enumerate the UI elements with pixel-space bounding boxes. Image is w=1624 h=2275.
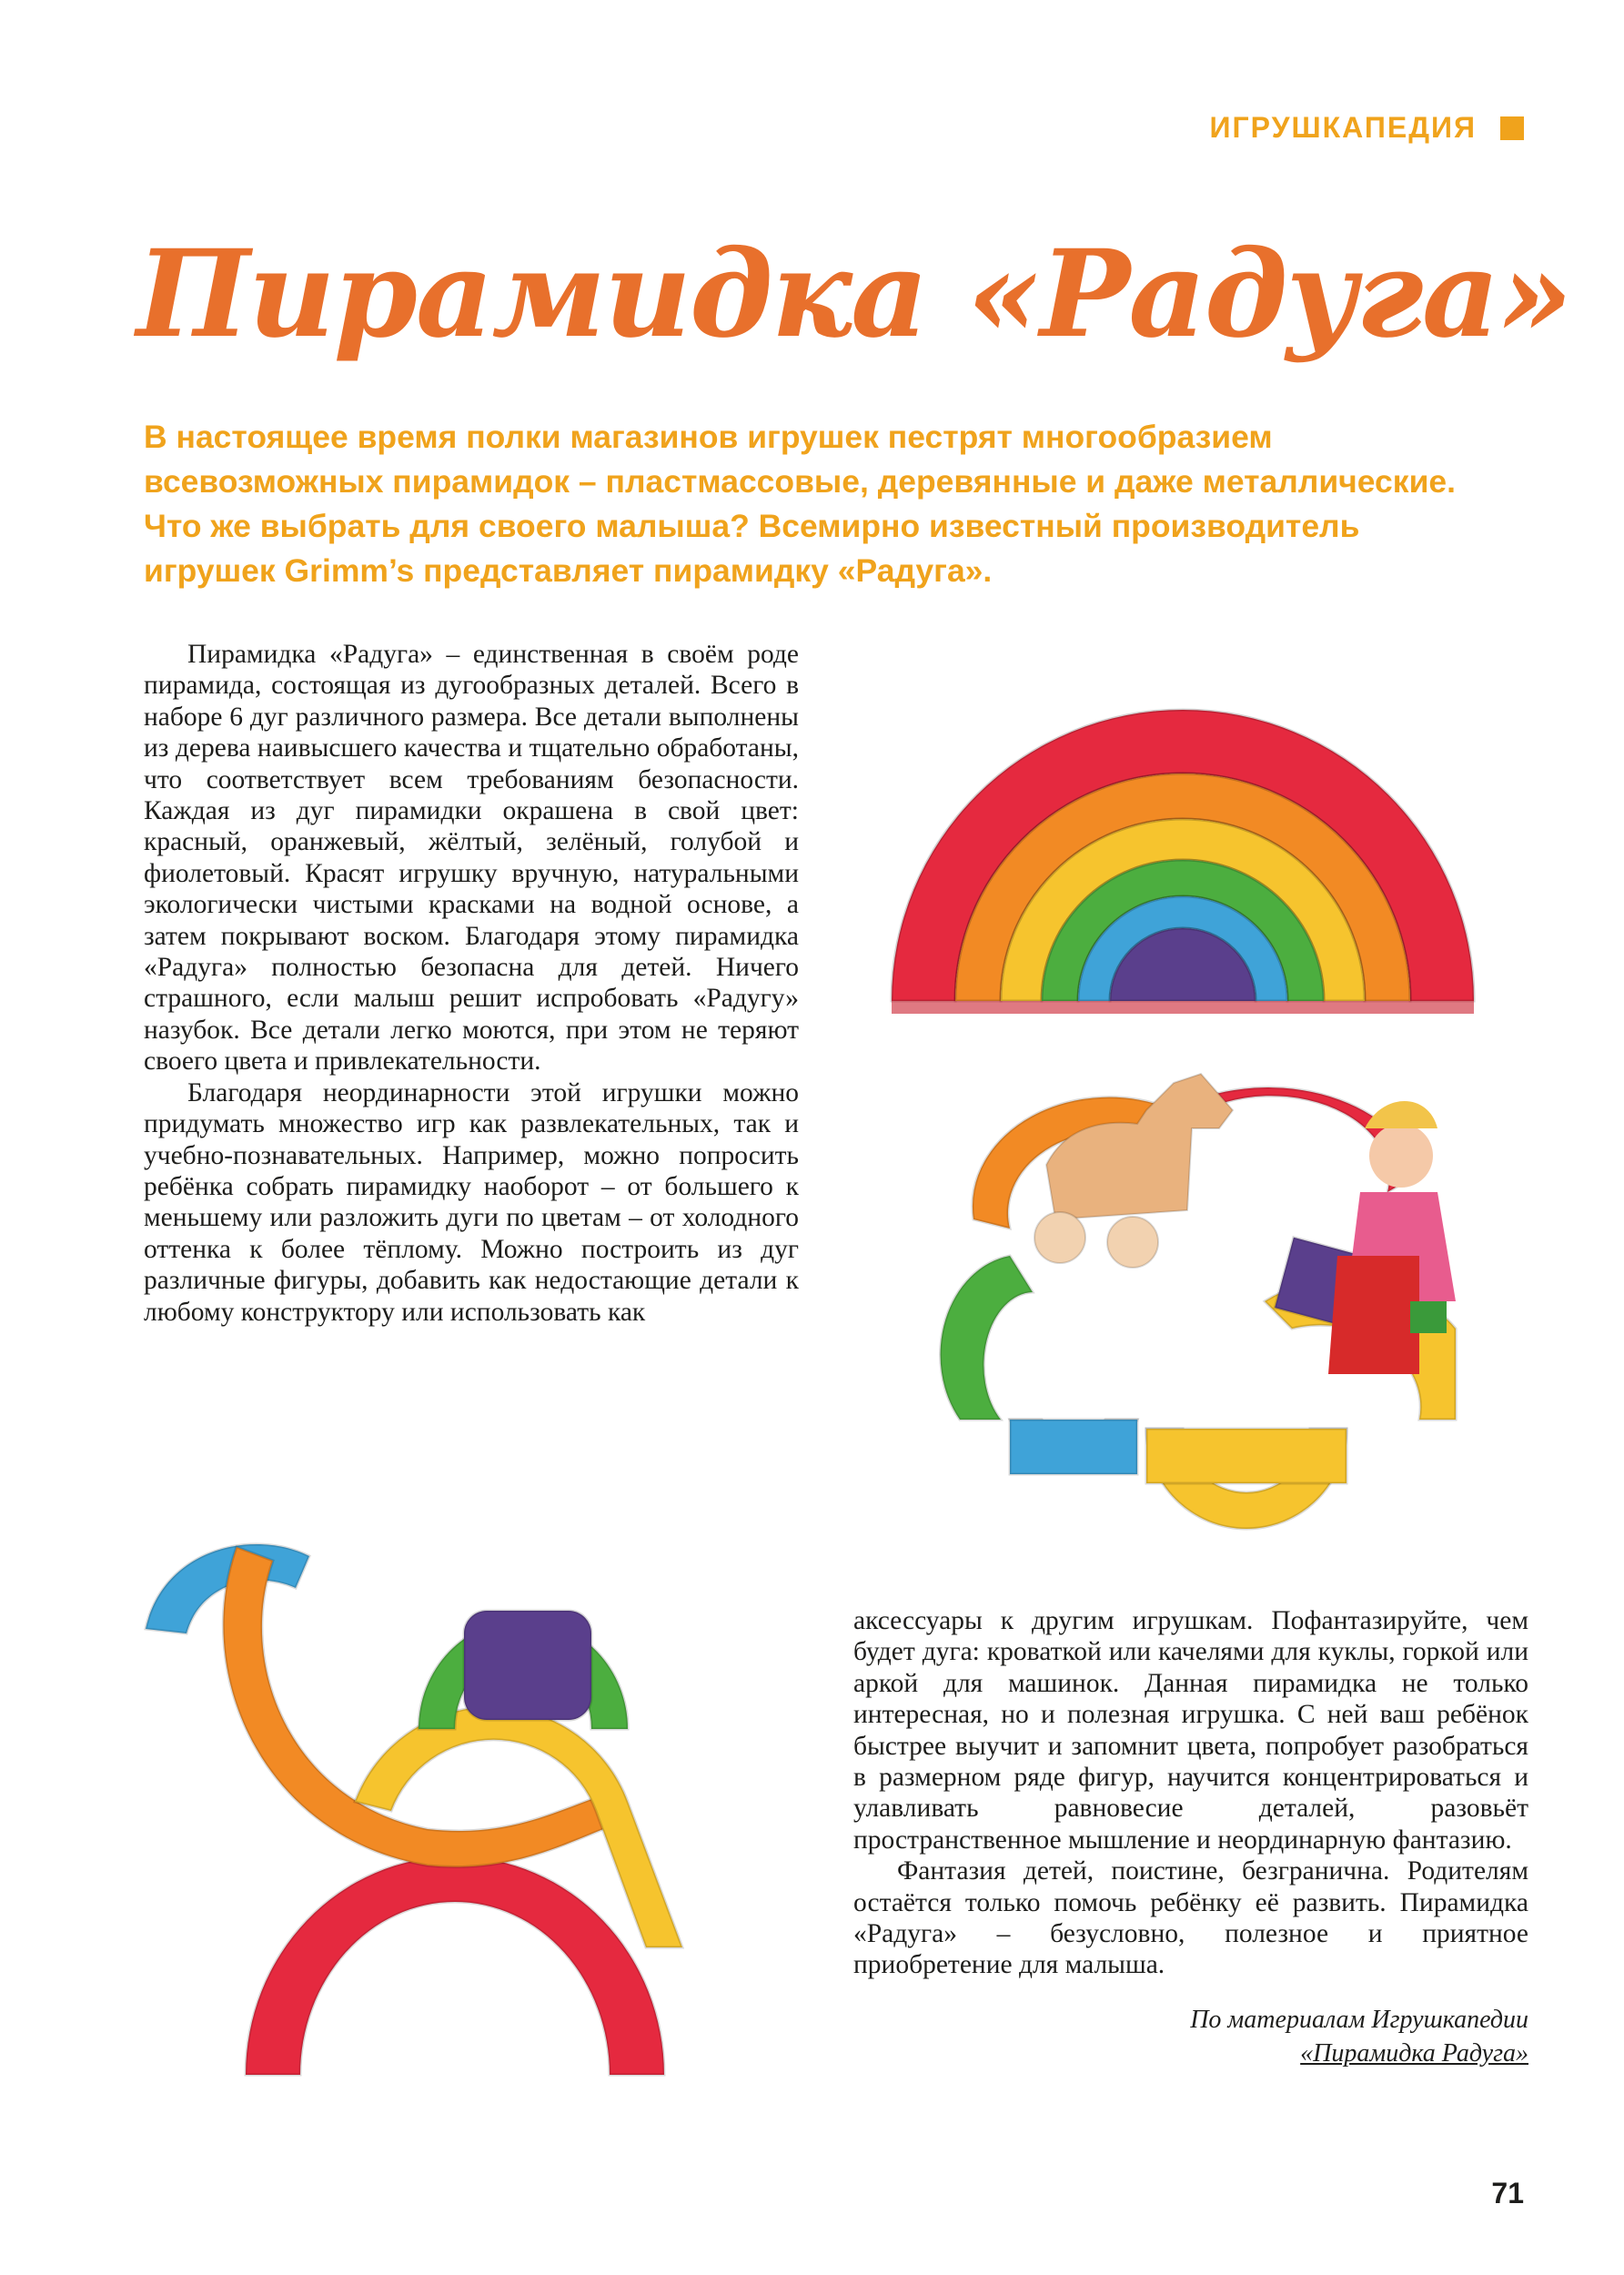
photo-rainbow-stacked bbox=[855, 592, 1547, 1101]
body-paragraph-1: Пирамидка «Радуга» – единственная в своём роде пирамида, состоящая из дугообразных деталей. Всего в наборе 6 дуг различного размера. Все детали выполнены из дерева наивысшего качества и тщательно обработаны, что соответствует всем требованиям безопасности. Каждая из дуг пирамидки окрашена в свой цвет: красный, оранжевый, жёлтый, зелёный, голубой и фиолетовый. Красят игрушку вручную, натуральными экологически чистыми красками на водной основе, а затем покрывают воском. Благодаря этому пирамидка «Радуга» полностью безопасна для детей. Ничего страшного, если малыш решит испробовать «Радугу» назубок. Все детали легко моются, при этом не теряют своего цвета и привлекательности. bbox=[144, 640, 799, 1077]
lead-paragraph bbox=[144, 415, 1545, 593]
left-text-column bbox=[144, 639, 799, 1328]
page-number: 71 bbox=[1491, 2177, 1524, 2209]
credit-line: По материалам Игрушкапедии bbox=[1190, 2005, 1528, 2034]
lead-line: В настоящее время полки магазинов игрушек пестрят многообразием bbox=[144, 419, 1273, 455]
article-title: Пирамидка «Радуга» bbox=[136, 224, 1571, 365]
section-label bbox=[1210, 111, 1524, 145]
lead-line: игрушек Grimm’s представляет пирамидку «Радуга». bbox=[144, 552, 993, 589]
body-paragraph-2-end: аксессуары к другим игрушкам. Пофантазируйте, чем будет дуга: кроваткой или качелями для куклы, горкой или аркой для машинок. Данная пирамидка не только интересная, но и полезная игрушка. С ней ваш ребёнок быстрее выучит и запомнит цвета, попробует разобраться в размерном ряде фигур, научится концентрироваться и улавливать равновесие деталей, разовьёт пространственное мышление и неординарную фантазию. bbox=[853, 1606, 1528, 1855]
lead-line: Что же выбрать для своего малыша? Всемирно известный производитель bbox=[144, 508, 1360, 544]
section-marker-square bbox=[1500, 116, 1524, 140]
credit-source-link[interactable]: «Пирамидка Радуга» bbox=[1300, 2038, 1528, 2068]
body-paragraph-2-start: Благодаря неординарности этой игрушки можно придумать множество игр как развлекательных, так и учебно-познавательных. Например, можно попросить ребёнка собрать пирамидку наоборот – от большего к меньшему или разложить дуги по цветам – от холодного оттенка к более тёплому. Можно построить из дуг различные фигуры, добавить как недостающие детали к любому конструктору или использовать как bbox=[144, 1077, 799, 1327]
lead-line: всевозможных пирамидок – пластмассовые, деревянные и даже металлические. bbox=[144, 463, 1456, 500]
section-label-text: ИГРУШКАПЕДИЯ bbox=[1209, 111, 1477, 144]
right-text-column bbox=[853, 1605, 1528, 2070]
credit bbox=[853, 2003, 1528, 2070]
body-paragraph-3: Фантазия детей, поистине, безгранична. Родителям остаётся только помочь ребёнку её развить. Пирамидка «Радуга» – безусловно, полезное и приятное приобретение для малыша. bbox=[853, 1856, 1528, 1980]
photo-rainbow-flower-with-horse bbox=[873, 1028, 1547, 1538]
photo-rainbow-balanced-stack bbox=[136, 1438, 837, 2138]
